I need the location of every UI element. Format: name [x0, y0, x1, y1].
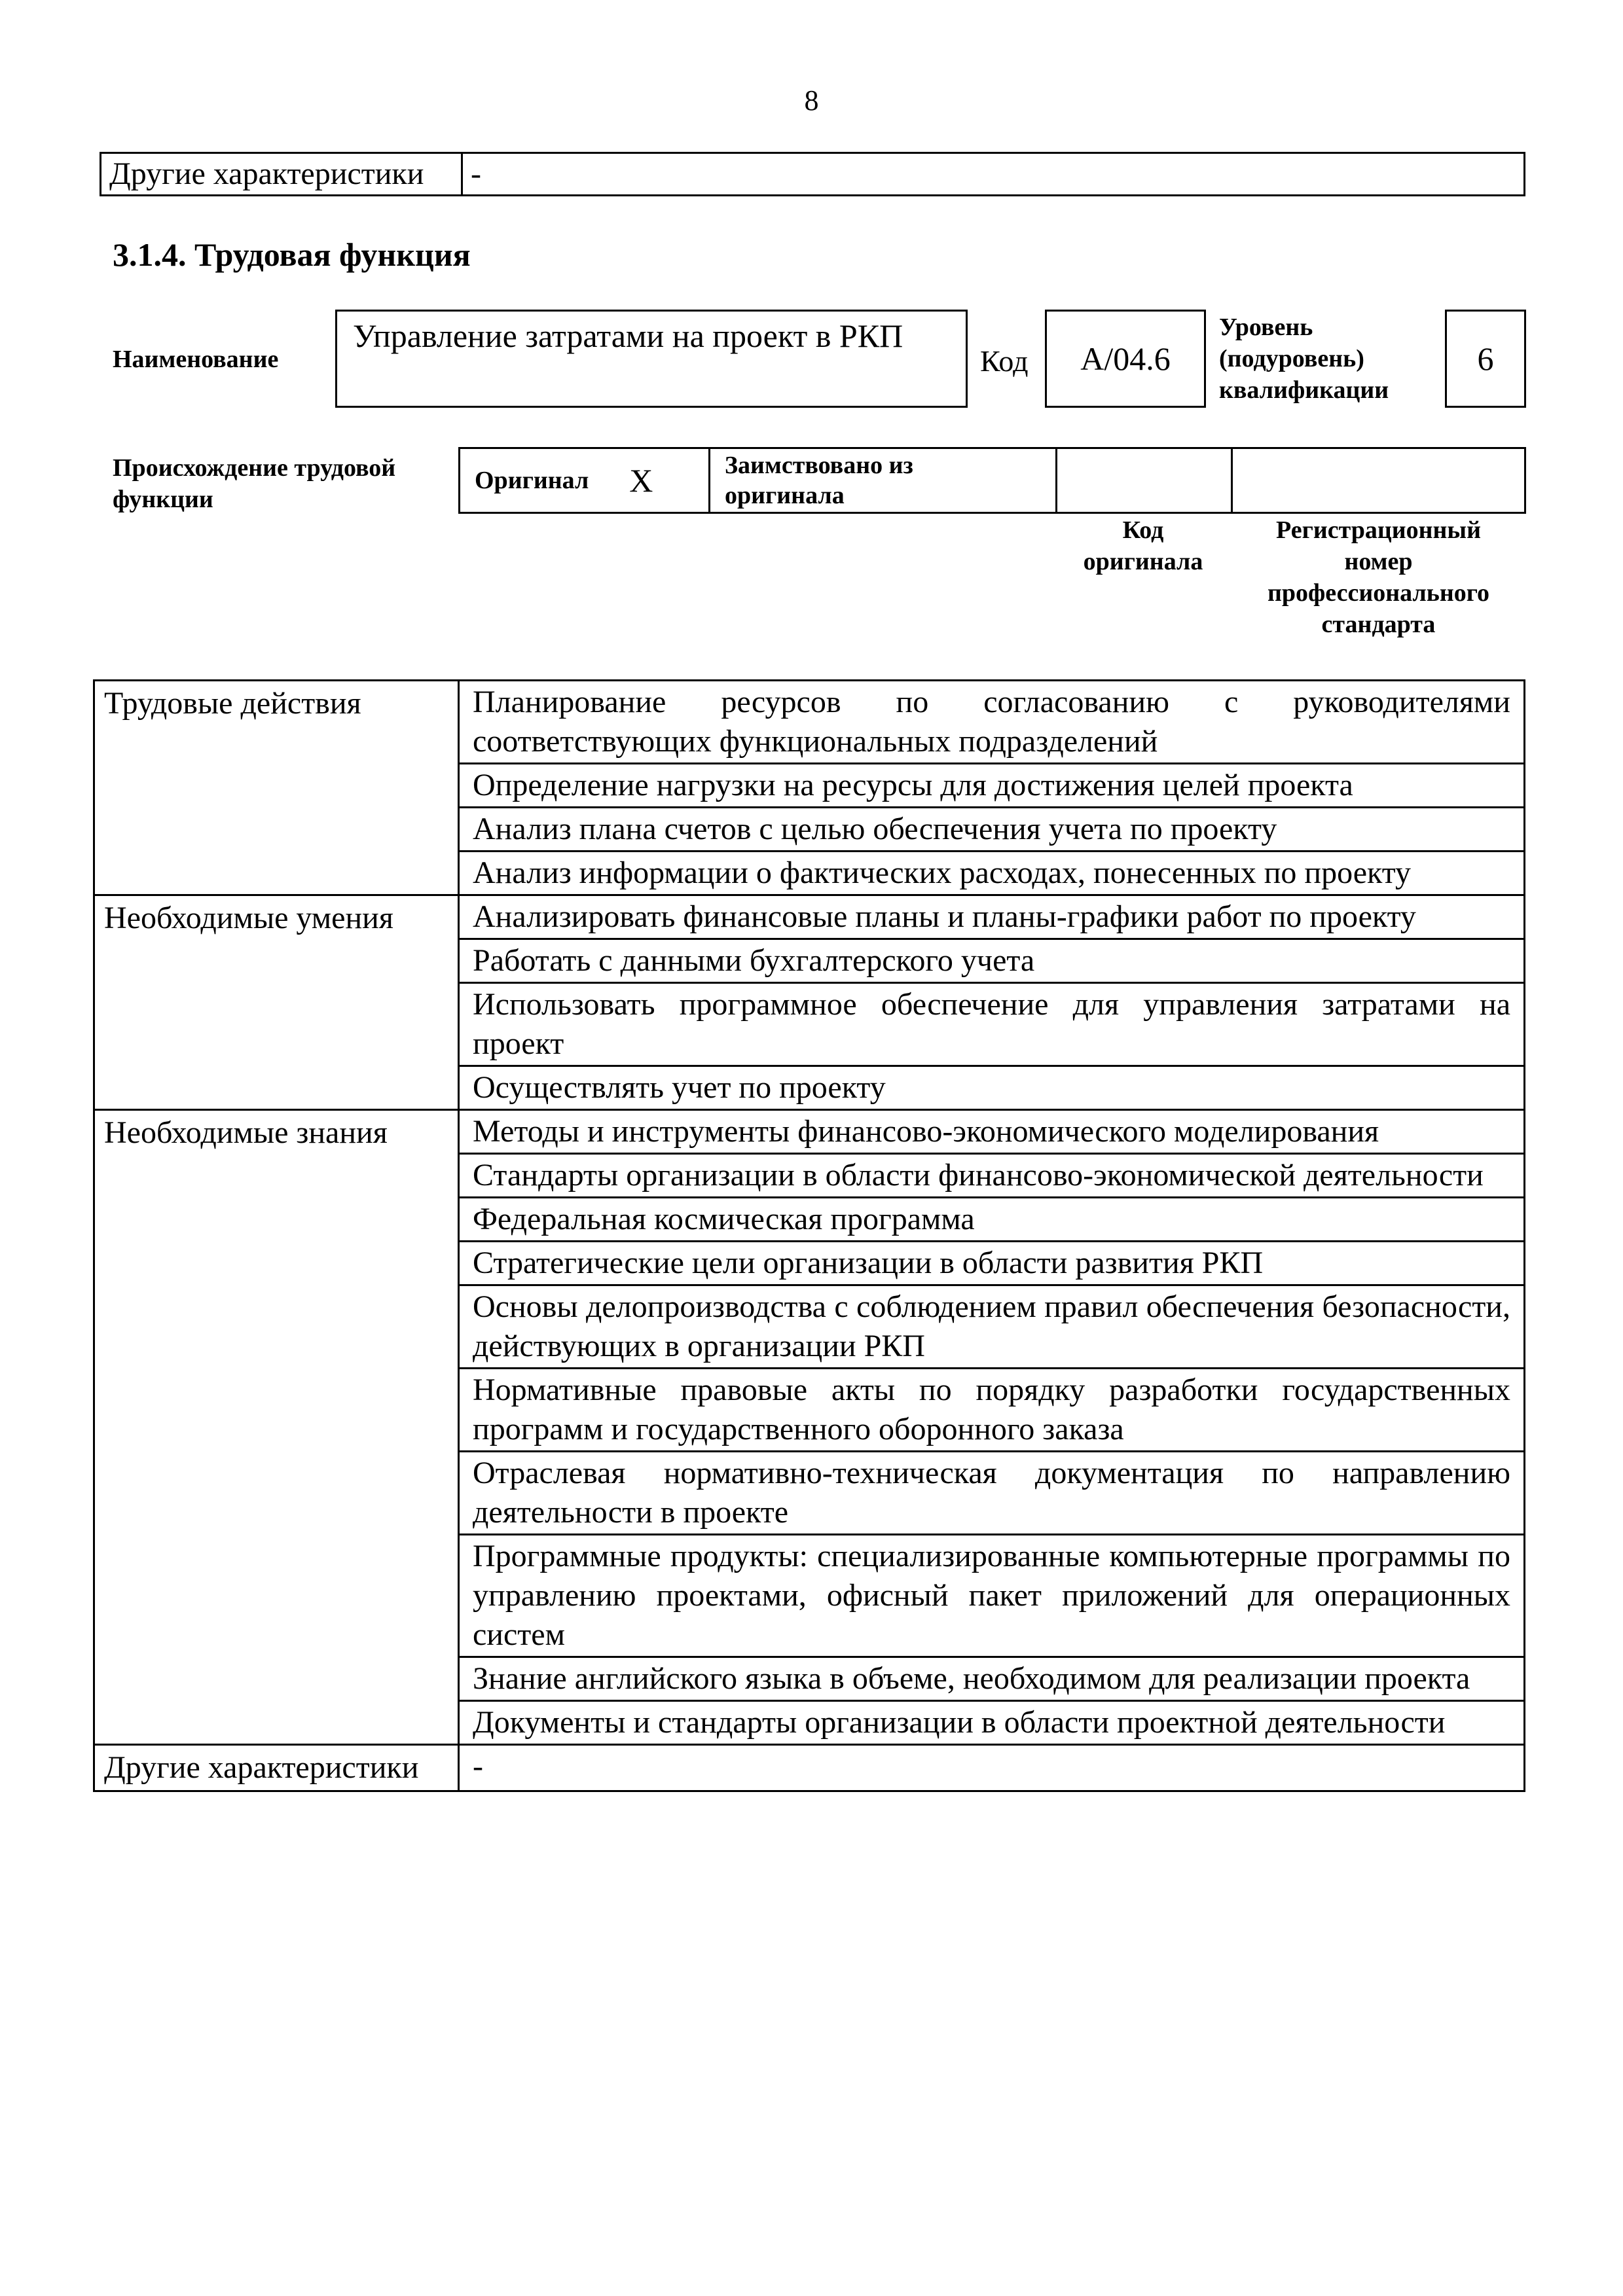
other-characteristics-value: - [462, 153, 1525, 196]
origin-label-line: функции [113, 485, 213, 513]
code-original-caption [1055, 514, 1231, 577]
code-original-cell [1057, 448, 1232, 513]
level-value-box: 6 [1445, 310, 1526, 408]
origin-table [458, 447, 1526, 514]
table-cell: Анализировать финансовые планы и планы-графики работ по проекту [459, 895, 1525, 939]
reg-number-line: Регистрационный [1276, 516, 1481, 544]
code-label: Код [980, 344, 1029, 378]
reg-number-line: стандарта [1321, 611, 1436, 638]
table-cell: Федеральная космическая программа [459, 1198, 1525, 1242]
section-title: 3.1.4. Трудовая функция [113, 236, 471, 273]
table-row [94, 895, 1525, 939]
origin-label-line: Происхождение трудовой [113, 454, 396, 482]
table-cell: Документы и стандарты организации в области проектной деятельности [459, 1701, 1525, 1745]
table-cell: Отраслевая нормативно-техническая документация по направлению деятельности в проекте [459, 1452, 1525, 1535]
reg-number-caption [1231, 514, 1526, 640]
level-label-line: Уровень [1219, 314, 1313, 341]
category-required-skills: Необходимые умения [94, 895, 459, 1110]
level-label-line: (подуровень) [1219, 345, 1364, 372]
table-cell: Нормативные правовые акты по порядку разработки государственных программ и государственного оборонного заказа [459, 1369, 1525, 1452]
table-cell: - [459, 1745, 1525, 1791]
borrowed-line: Заимствовано из [725, 452, 913, 479]
origin-label [113, 453, 395, 515]
category-labor-actions: Трудовые действия [94, 681, 459, 895]
reg-number-line: номер [1344, 548, 1413, 575]
category-other-characteristics: Другие характеристики [94, 1745, 459, 1791]
level-label-line: квалификации [1219, 376, 1389, 404]
level-label [1219, 312, 1389, 406]
table-cell: Планирование ресурсов по согласованию с руководителями соответствующих функциональных подразделений [459, 681, 1525, 764]
table-row [94, 1745, 1525, 1791]
table-row [94, 1110, 1525, 1154]
table-cell: Определение нагрузки на ресурсы для достижения целей проекта [459, 764, 1525, 808]
table-cell: Анализ информации о фактических расходах, понесенных по проекту [459, 852, 1525, 895]
other-characteristics-table [100, 152, 1525, 196]
original-label: Оригинал [475, 467, 589, 494]
naming-value-box: Управление затратами на проект в РКП [335, 310, 968, 408]
table-cell: Стратегические цели организации в области развития РКП [459, 1242, 1525, 1285]
code-original-line: Код [1122, 516, 1164, 544]
table-cell: Стандарты организации в области финансово-экономической деятельности [459, 1154, 1525, 1198]
table-cell: Анализ плана счетов с целью обеспечения учета по проекту [459, 808, 1525, 852]
naming-label: Наименование [113, 346, 279, 373]
table-cell: Знание английского языка в объеме, необходимом для реализации проекта [459, 1657, 1525, 1701]
table-cell: Программные продукты: специализированные компьютерные программы по управлению проектами, офисный пакет приложений для операционных систем [459, 1535, 1525, 1657]
labor-function-table [93, 679, 1525, 1792]
table-cell: Работать с данными бухгалтерского учета [459, 939, 1525, 983]
table-cell: Методы и инструменты финансово-экономического моделирования [459, 1110, 1525, 1154]
table-cell: Осуществлять учет по проекту [459, 1066, 1525, 1110]
table-row [94, 681, 1525, 764]
borrowed-line: оригинала [725, 482, 845, 509]
table-cell: Использовать программное обеспечение для управления затратами на проект [459, 983, 1525, 1066]
reg-number-cell [1232, 448, 1525, 513]
original-mark: X [629, 462, 653, 499]
original-cell [460, 448, 710, 513]
code-original-line: оригинала [1083, 548, 1203, 575]
table-cell: Основы делопроизводства с соблюдением правил обеспечения безопасности, действующих в организации РКП [459, 1285, 1525, 1369]
page-number: 8 [804, 84, 819, 117]
code-value-box: A/04.6 [1045, 310, 1206, 408]
borrowed-cell [710, 448, 1057, 513]
reg-number-line: профессионального [1267, 579, 1490, 607]
other-characteristics-label: Другие характеристики [101, 153, 462, 196]
category-required-knowledge: Необходимые знания [94, 1110, 459, 1745]
